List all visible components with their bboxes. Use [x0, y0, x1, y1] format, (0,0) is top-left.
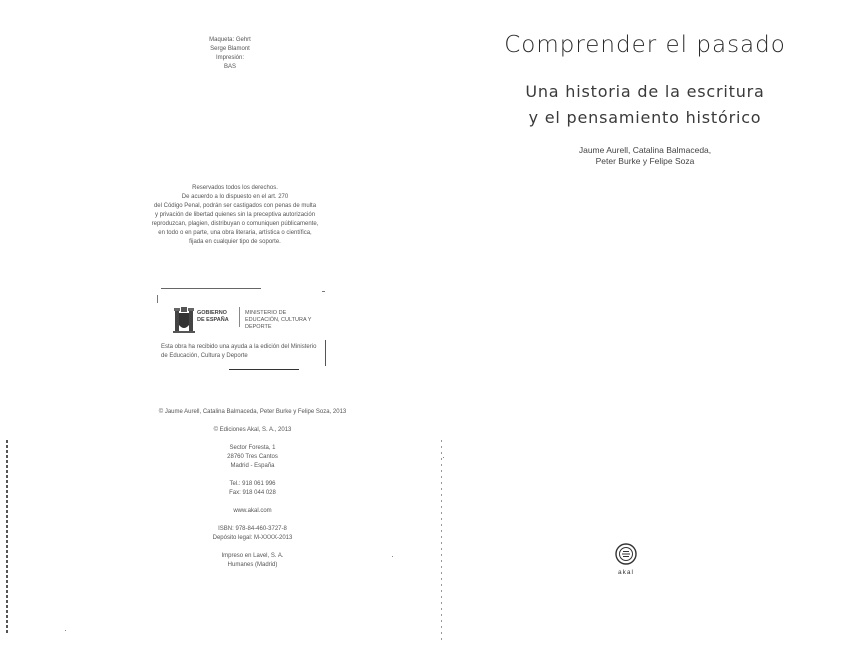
rights-line: y privación de libertad quienes sin la preceptiva autorización: [154, 212, 316, 218]
credits-block: [180, 36, 280, 72]
book-subtitle: [455, 79, 835, 131]
imprint-line: © Jaume Aurell, Catalina Balmaceda, Peter Burke y Felipe Soza, 2013: [158, 409, 347, 415]
rights-notice: [130, 184, 340, 247]
subsidy-note: Esta obra ha recibido una ayuda a la edición del Ministerio de Educación, Cultura y Deporte: [161, 344, 317, 359]
rights-line: Reservados todos los derechos.: [192, 185, 278, 191]
imprint-line: www.akal.com: [233, 508, 272, 514]
imprint-line: Tel.: 918 061 996: [229, 481, 276, 487]
divider: [325, 340, 326, 366]
ministry-logo-block: [157, 283, 332, 373]
rights-line: del Código Penal, podrán ser castigados con penas de multa: [153, 203, 317, 209]
publisher-logo: [609, 542, 643, 582]
imprint-line: Depósito legal: M-XXXX-2013: [212, 535, 293, 541]
scan-speck: [65, 630, 66, 631]
subtitle-line: y el pensamiento histórico: [528, 108, 762, 127]
publisher-name: akal: [618, 569, 634, 576]
imprint-line: © Ediciones Akal, S. A., 2013: [213, 427, 292, 433]
divider: [322, 291, 325, 292]
credits-line: Maqueta: Gehrt: [209, 37, 251, 43]
credits-line: Impresión:: [215, 55, 244, 61]
government-label: GOBIERNO DE ESPAÑA: [197, 310, 229, 323]
scan-speck: [392, 556, 393, 557]
imprint-line: Fax: 918 044 028: [229, 490, 276, 496]
akal-emblem-icon: [614, 542, 638, 566]
ministry-label: MINISTERIO DE EDUCACIÓN, CULTURA Y DEPORTE: [245, 310, 312, 330]
rights-line: fijada en cualquier tipo de soporte.: [189, 239, 281, 245]
imprint-line: ISBN: 978-84-460-3727-8: [218, 526, 287, 532]
credits-line: Serge Blamont: [210, 46, 250, 52]
imprint-line: Sector Foresta, 1: [229, 445, 276, 451]
rights-line: De acuerdo a lo dispuesto en el art. 270: [181, 194, 289, 200]
scan-edge: [6, 440, 8, 635]
imprint-line: Humanes (Madrid): [227, 562, 278, 568]
imprint-line: Impreso en Lavel, S. A.: [221, 553, 284, 559]
imprint-line: 28760 Tres Cantos: [227, 454, 278, 460]
book-authors: [455, 145, 835, 167]
authors-line: Jaume Aurell, Catalina Balmaceda,: [578, 145, 712, 155]
rights-line: en todo o en parte, una obra literaria, artística o científica,: [158, 230, 312, 236]
authors-line: Peter Burke y Felipe Soza: [595, 156, 695, 166]
rights-line: reproduzcan, plagien, distribuyan o comuniquen públicamente,: [151, 221, 319, 227]
coat-of-arms-icon: [173, 305, 195, 335]
divider: [239, 307, 240, 327]
imprint-line: Madrid - España: [230, 463, 275, 469]
book-title: Comprender el pasado: [504, 32, 786, 58]
divider: [229, 369, 299, 370]
divider: [161, 288, 261, 289]
divider: [157, 295, 158, 303]
subtitle-line: Una historia de la escritura: [525, 82, 765, 101]
imprint-block: [130, 408, 375, 570]
credits-line: BAS: [223, 64, 236, 70]
